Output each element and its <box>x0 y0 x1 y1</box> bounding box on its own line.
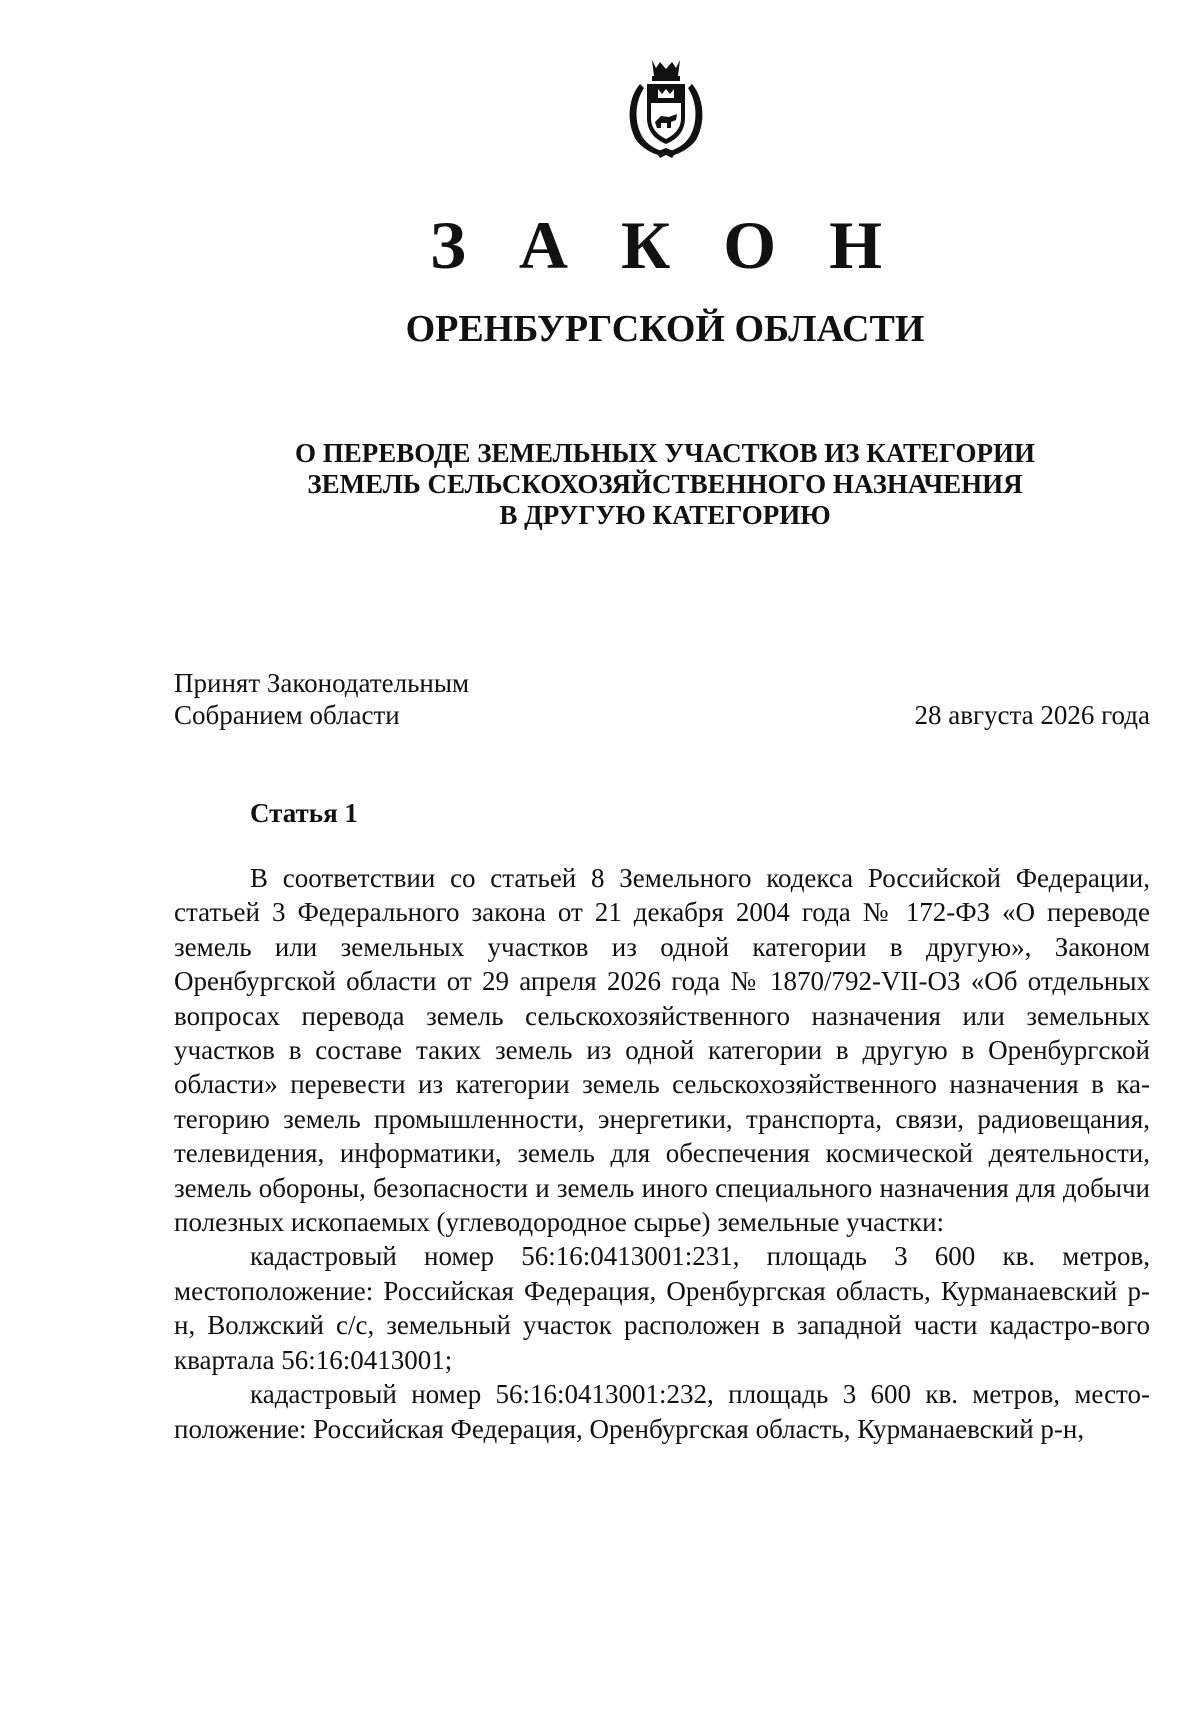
document-title-line: В ДРУГУЮ КАТЕГОРИЮ <box>499 500 831 530</box>
article-paragraph: В соответствии со статьей 8 Земельного кодекса Российской Федерации, статьей 3 Федерального закона от 21 декабря 2004 года № 172-ФЗ «О переводе земель или земельных участков из одной категории в другую», Законом Оренбургской области от 29 апреля 2026 года № 1870/792-VII-ОЗ «Об отдельных вопросах перевода земель сельскохозяйственного назначения или земельных участков в составе таких земель из одной категории в другую в Оренбургской области» перевести из категории земель сельскохозяйственного назначения в ка-тегорию земель промышленности, энергетики, транспорта, связи, радиовещания, телевидения, информатики, земель для обеспечения космической деятельности, земель обороны, безопасности и земель иного специального назначения для добычи полезных ископаемых (углеводородное сырье) земельные участки: <box>174 863 1150 1238</box>
article-heading: Статья 1 <box>250 798 358 828</box>
coat-of-arms-icon <box>622 56 710 160</box>
document-title-line: О ПЕРЕВОДЕ ЗЕМЕЛЬНЫХ УЧАСТКОВ ИЗ КАТЕГОРИИ <box>294 438 1036 468</box>
article-paragraph: кадастровый номер 56:16:0413001:231, площадь 3 600 кв. метров, местоположение: Российская Федерация, Оренбургская область, Курманаевский р-н, Волжский с/с, земельный участок расположен в западной части кадастро-вого квартала 56:16:0413001; <box>174 1241 1150 1375</box>
article-body <box>174 861 1150 1446</box>
document-title <box>0 438 1200 531</box>
adoption-statement <box>174 667 469 731</box>
adoption-line: Принят Законодательным <box>174 668 470 698</box>
document-title-line: ЗЕМЕЛЬ СЕЛЬСКОХОЗЯЙСТВЕННОГО НАЗНАЧЕНИЯ <box>307 469 1023 499</box>
adoption-date: 28 августа 2026 года <box>914 700 1150 730</box>
article-paragraph: кадастровый номер 56:16:0413001:232, площадь 3 600 кв. метров, место-положение: Российская Федерация, Оренбургская область, Курманаевский р-н, <box>174 1379 1150 1444</box>
document-type: З А К О Н <box>429 207 901 283</box>
document-region: ОРЕНБУРГСКОЙ ОБЛАСТИ <box>405 308 925 350</box>
adoption-line: Собранием области <box>174 700 400 730</box>
